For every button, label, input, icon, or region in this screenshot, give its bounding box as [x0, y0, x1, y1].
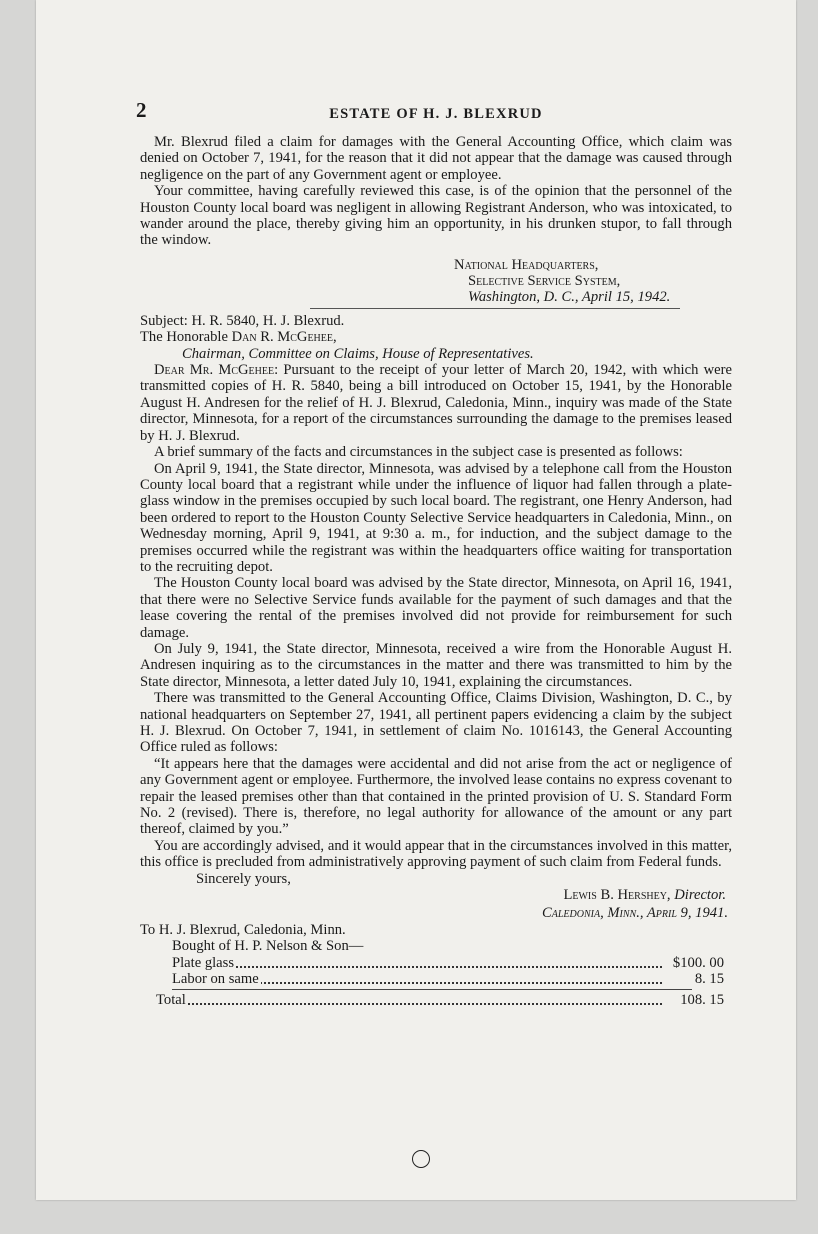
- signer-name: Lewis B. Hershey,: [563, 887, 671, 904]
- letter-paragraph-7: You are accordingly advised, and it would appear that in the circumstances involved in this matter, this office is precluded from administratively approving payment of such claim from Federal funds.: [140, 837, 732, 871]
- letter-paragraph-5: On July 9, 1941, the State director, Minnesota, received a wire from the Honorable August H. Andresen inquiring as to the circumstances in the matter and there was transmitted to him by the State director, Minnesota, a letter dated July 10, 1941, explaining the circumstances.: [140, 640, 732, 690]
- letter-signature: [140, 887, 732, 903]
- salutation: Dear Mr. McGehee:: [154, 362, 279, 379]
- page-number: 2: [136, 98, 147, 122]
- punch-hole-circle: [412, 1150, 430, 1168]
- invoice-line-item: [172, 971, 732, 987]
- total-label: Total: [156, 992, 186, 1009]
- addressee-title: Chairman, Committee on Claims, House of Representatives.: [182, 345, 534, 362]
- letter-paragraph-2: A brief summary of the facts and circumstances in the subject case is presented as follows:: [154, 444, 683, 461]
- invoice-recipient: To H. J. Blexrud, Caledonia, Minn.: [140, 921, 346, 938]
- letterhead-line-3: Washington, D. C., April 15, 1942.: [468, 288, 671, 305]
- letter-paragraph-1: [140, 362, 732, 444]
- letter-paragraph-3: On April 9, 1941, the State director, Minnesota, was advised by a telephone call from the Houston County local board that a registrant while under the influence of liquor had fallen through a plate-glass window in the premises occupied by such local board. The registrant, one Henry Anderson, had been ordered to report to the Houston County Selective Service headquarters in Caledonia, Minn., on Wednesday morning, April 9, 1941, at 9:30 a. m., for induction, and the subject damage to the premises occurred while the registrant was within the headquarters office waiting for transportation to the recruiting depot.: [140, 460, 732, 575]
- letter-paragraph-4: The Houston County local board was advised by the State director, Minnesota, on April 16, 1941, that there were no Selective Service funds available for the payment of such damages and that the lease covering the rental of the premises involved did not provide for reimbursement for such damage.: [140, 575, 732, 641]
- letter-closing: Sincerely yours,: [196, 870, 291, 887]
- invoice-total: [156, 992, 732, 1008]
- page-header: [136, 98, 732, 134]
- item-label: Plate glass: [172, 954, 235, 971]
- document-page: [36, 0, 796, 1200]
- letter-subject: Subject: H. R. 5840, H. J. Blexrud.: [140, 312, 345, 329]
- item-label: Labor on same: [172, 971, 259, 988]
- item-amount: $100. 00: [672, 954, 724, 971]
- letter-paragraph-1-text: Pursuant to the receipt of your letter of March 20, 1942, with which were transmitted copies of H. R. 5840, being a bill introduced on October 15, 1941, by the Honorable August H. Andresen for the relief of H. J. Blexrud, Caledonia, Minn., inquiry was made of the State director, Minnesota, for a report of the circumstances surrounding the damage to the premises leased by H. J. Blexrud.: [140, 362, 732, 444]
- letter-addressee: [140, 329, 732, 345]
- total-rule: [172, 989, 692, 990]
- letterhead: [140, 257, 732, 305]
- signer-title: Director.: [670, 887, 726, 904]
- letterhead-line-2: Selective Service System,: [468, 272, 621, 289]
- invoice-dateline: Caledonia, Minn., April 9, 1941.: [542, 905, 728, 922]
- item-amount: 8. 15: [694, 971, 724, 988]
- letter-paragraph-6: There was transmitted to the General Accounting Office, Claims Division, Washington, D. C., by national headquarters on September 27, 1941, all pertinent papers evidencing a claim by the subject H. J. Blexrud. On October 7, 1941, in settlement of claim No. 1016143, the General Accounting Office ruled as follows:: [140, 690, 732, 756]
- page-content: [136, 98, 732, 1009]
- quoted-ruling: “It appears here that the damages were accidental and did not arise from the act or negligence of any Government agent or employee. Furthermore, the involved lease contains no express covenant to repair the leased premises other than that contained in the printed provision of U. S. Standard Form No. 2 (revised). There is, therefore, no legal authority for allowance of the amount or any part thereof, claimed by you.”: [140, 755, 732, 838]
- intro-paragraph-2: Your committee, having carefully reviewed this case, is of the opinion that the personnel of the Houston County local board was negligent in allowing Registrant Anderson, who was intoxicated, to wander around the place, thereby giving him an opportunity, in his drunken stupor, to fall through the window.: [140, 183, 732, 249]
- invoice-line-item: [172, 955, 732, 971]
- addressee-prefix: The Honorable: [140, 329, 232, 346]
- dot-leader: [156, 1003, 662, 1005]
- addressee-name: Dan R. McGehee,: [231, 329, 337, 346]
- divider-rule: [310, 308, 680, 309]
- invoice-seller: Bought of H. P. Nelson & Son—: [172, 938, 364, 955]
- letterhead-line-1: National Headquarters,: [454, 256, 599, 273]
- total-amount: 108. 15: [680, 992, 724, 1009]
- dot-leader: [172, 966, 662, 968]
- running-title: ESTATE OF H. J. BLEXRUD: [329, 106, 543, 122]
- intro-paragraph-1: Mr. Blexrud filed a claim for damages with the General Accounting Office, which claim was denied on October 7, 1941, for the reason that it did not appear that the damage was caused through negligence on the part of any Government agent or employee.: [140, 134, 732, 183]
